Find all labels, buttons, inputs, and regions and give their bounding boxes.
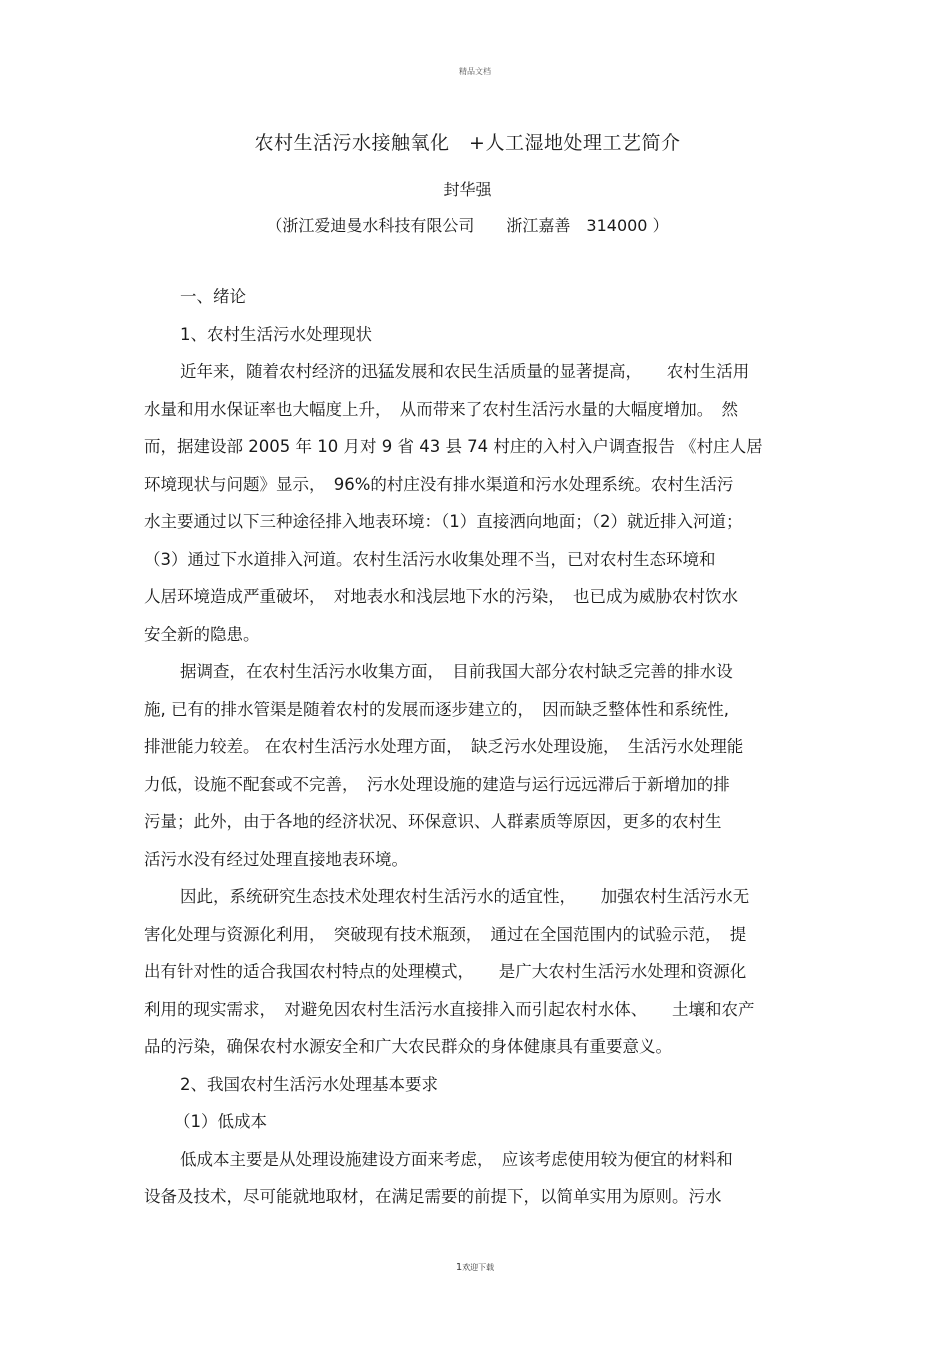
paragraph-line: 低成本主要是从处理设施建设方面来考虑， 应该考虑使用较为便宜的材料和 bbox=[180, 1150, 733, 1169]
paragraph-line: 水主要通过以下三种途径排入地表环境：（1）直接洒向地面；（2）就近排入河道； bbox=[144, 512, 743, 531]
paragraph-line: 活污水没有经过处理直接地表环境。 bbox=[144, 850, 408, 869]
section-heading: 一、绪论 bbox=[180, 287, 246, 306]
paragraph-line: 污量；此外，由于各地的经济状况、环保意识、人群素质等原因，更多的农村生 bbox=[144, 812, 722, 831]
paragraph-line: 而，据建设部 2005 年 10 月对 9 省 43 县 74 村庄的入村入户调查报告 《村庄人居 bbox=[144, 437, 763, 456]
paragraph-line: 据调查，在农村生活污水收集方面， 目前我国大部分农村缺乏完善的排水设 bbox=[180, 662, 733, 681]
paragraph-line: 品的污染，确保农村水源安全和广大农民群众的身体健康具有重要意义。 bbox=[144, 1037, 672, 1056]
paragraph-line: （3）通过下水道排入河道。农村生活污水收集处理不当，已对农村生态环境和 bbox=[144, 550, 716, 569]
paragraph-line: 出有针对性的适合我国农村特点的处理模式， 是广大农村生活污水处理和资源化 bbox=[144, 962, 747, 981]
paragraph-line: 安全新的隐患。 bbox=[144, 625, 260, 644]
author-name: 封华强 bbox=[443, 180, 492, 199]
paragraph-line: 害化处理与资源化利用， 突破现有技术瓶颈， 通过在全国范围内的试验示范， 提 bbox=[144, 925, 747, 944]
item-heading: （1）低成本 bbox=[174, 1112, 267, 1131]
paragraph-line: 水量和用水保证率也大幅度上升， 从而带来了农村生活污水量的大幅度增加。 然 bbox=[144, 400, 738, 419]
subsection-heading: 2、我国农村生活污水处理基本要求 bbox=[180, 1075, 438, 1094]
document-title: 农村生活污水接触氧化 +人工湿地处理工艺简介 bbox=[254, 132, 681, 154]
subsection-heading: 1、农村生活污水处理现状 bbox=[180, 325, 372, 344]
paragraph-line: 人居环境造成严重破坏， 对地表水和浅层地下水的污染， 也已成为威胁农村饮水 bbox=[144, 587, 738, 606]
footer-text: 欢迎下载 bbox=[462, 1263, 495, 1272]
paragraph-line: 力低，设施不配套或不完善， 污水处理设施的建造与运行远远滞后于新增加的排 bbox=[144, 775, 730, 794]
paragraph-line: 施, 已有的排水管渠是随着农村的发展而逐步建立的， 因而缺乏整体性和系统性, bbox=[144, 700, 729, 719]
paragraph-line: 利用的现实需求， 对避免因农村生活污水直接排入而引起农村水体、 土壤和农产 bbox=[144, 1000, 755, 1019]
page-number: 1 bbox=[455, 1262, 463, 1273]
author-affiliation: （浙江爱迪曼水科技有限公司 浙江嘉善 314000 ） bbox=[266, 216, 669, 235]
paragraph-line: 排泄能力较差。 在农村生活污水处理方面， 缺乏污水处理设施， 生活污水处理能 bbox=[144, 737, 744, 756]
paragraph-line: 近年来，随着农村经济的迅猛发展和农民生活质量的显著提高， 农村生活用 bbox=[180, 362, 750, 381]
paragraph-line: 设备及技术，尽可能就地取材，在满足需要的前提下，以简单实用为原则。污水 bbox=[144, 1187, 722, 1206]
paragraph-line: 因此，系统研究生态技术处理农村生活污水的适宜性， 加强农村生活污水无 bbox=[180, 887, 750, 906]
header-mark: 精品文档 bbox=[459, 67, 491, 76]
page-footer bbox=[0, 1262, 950, 1273]
paragraph-line: 环境现状与问题》显示， 96%的村庄没有排水渠道和污水处理系统。农村生活污 bbox=[144, 475, 734, 494]
